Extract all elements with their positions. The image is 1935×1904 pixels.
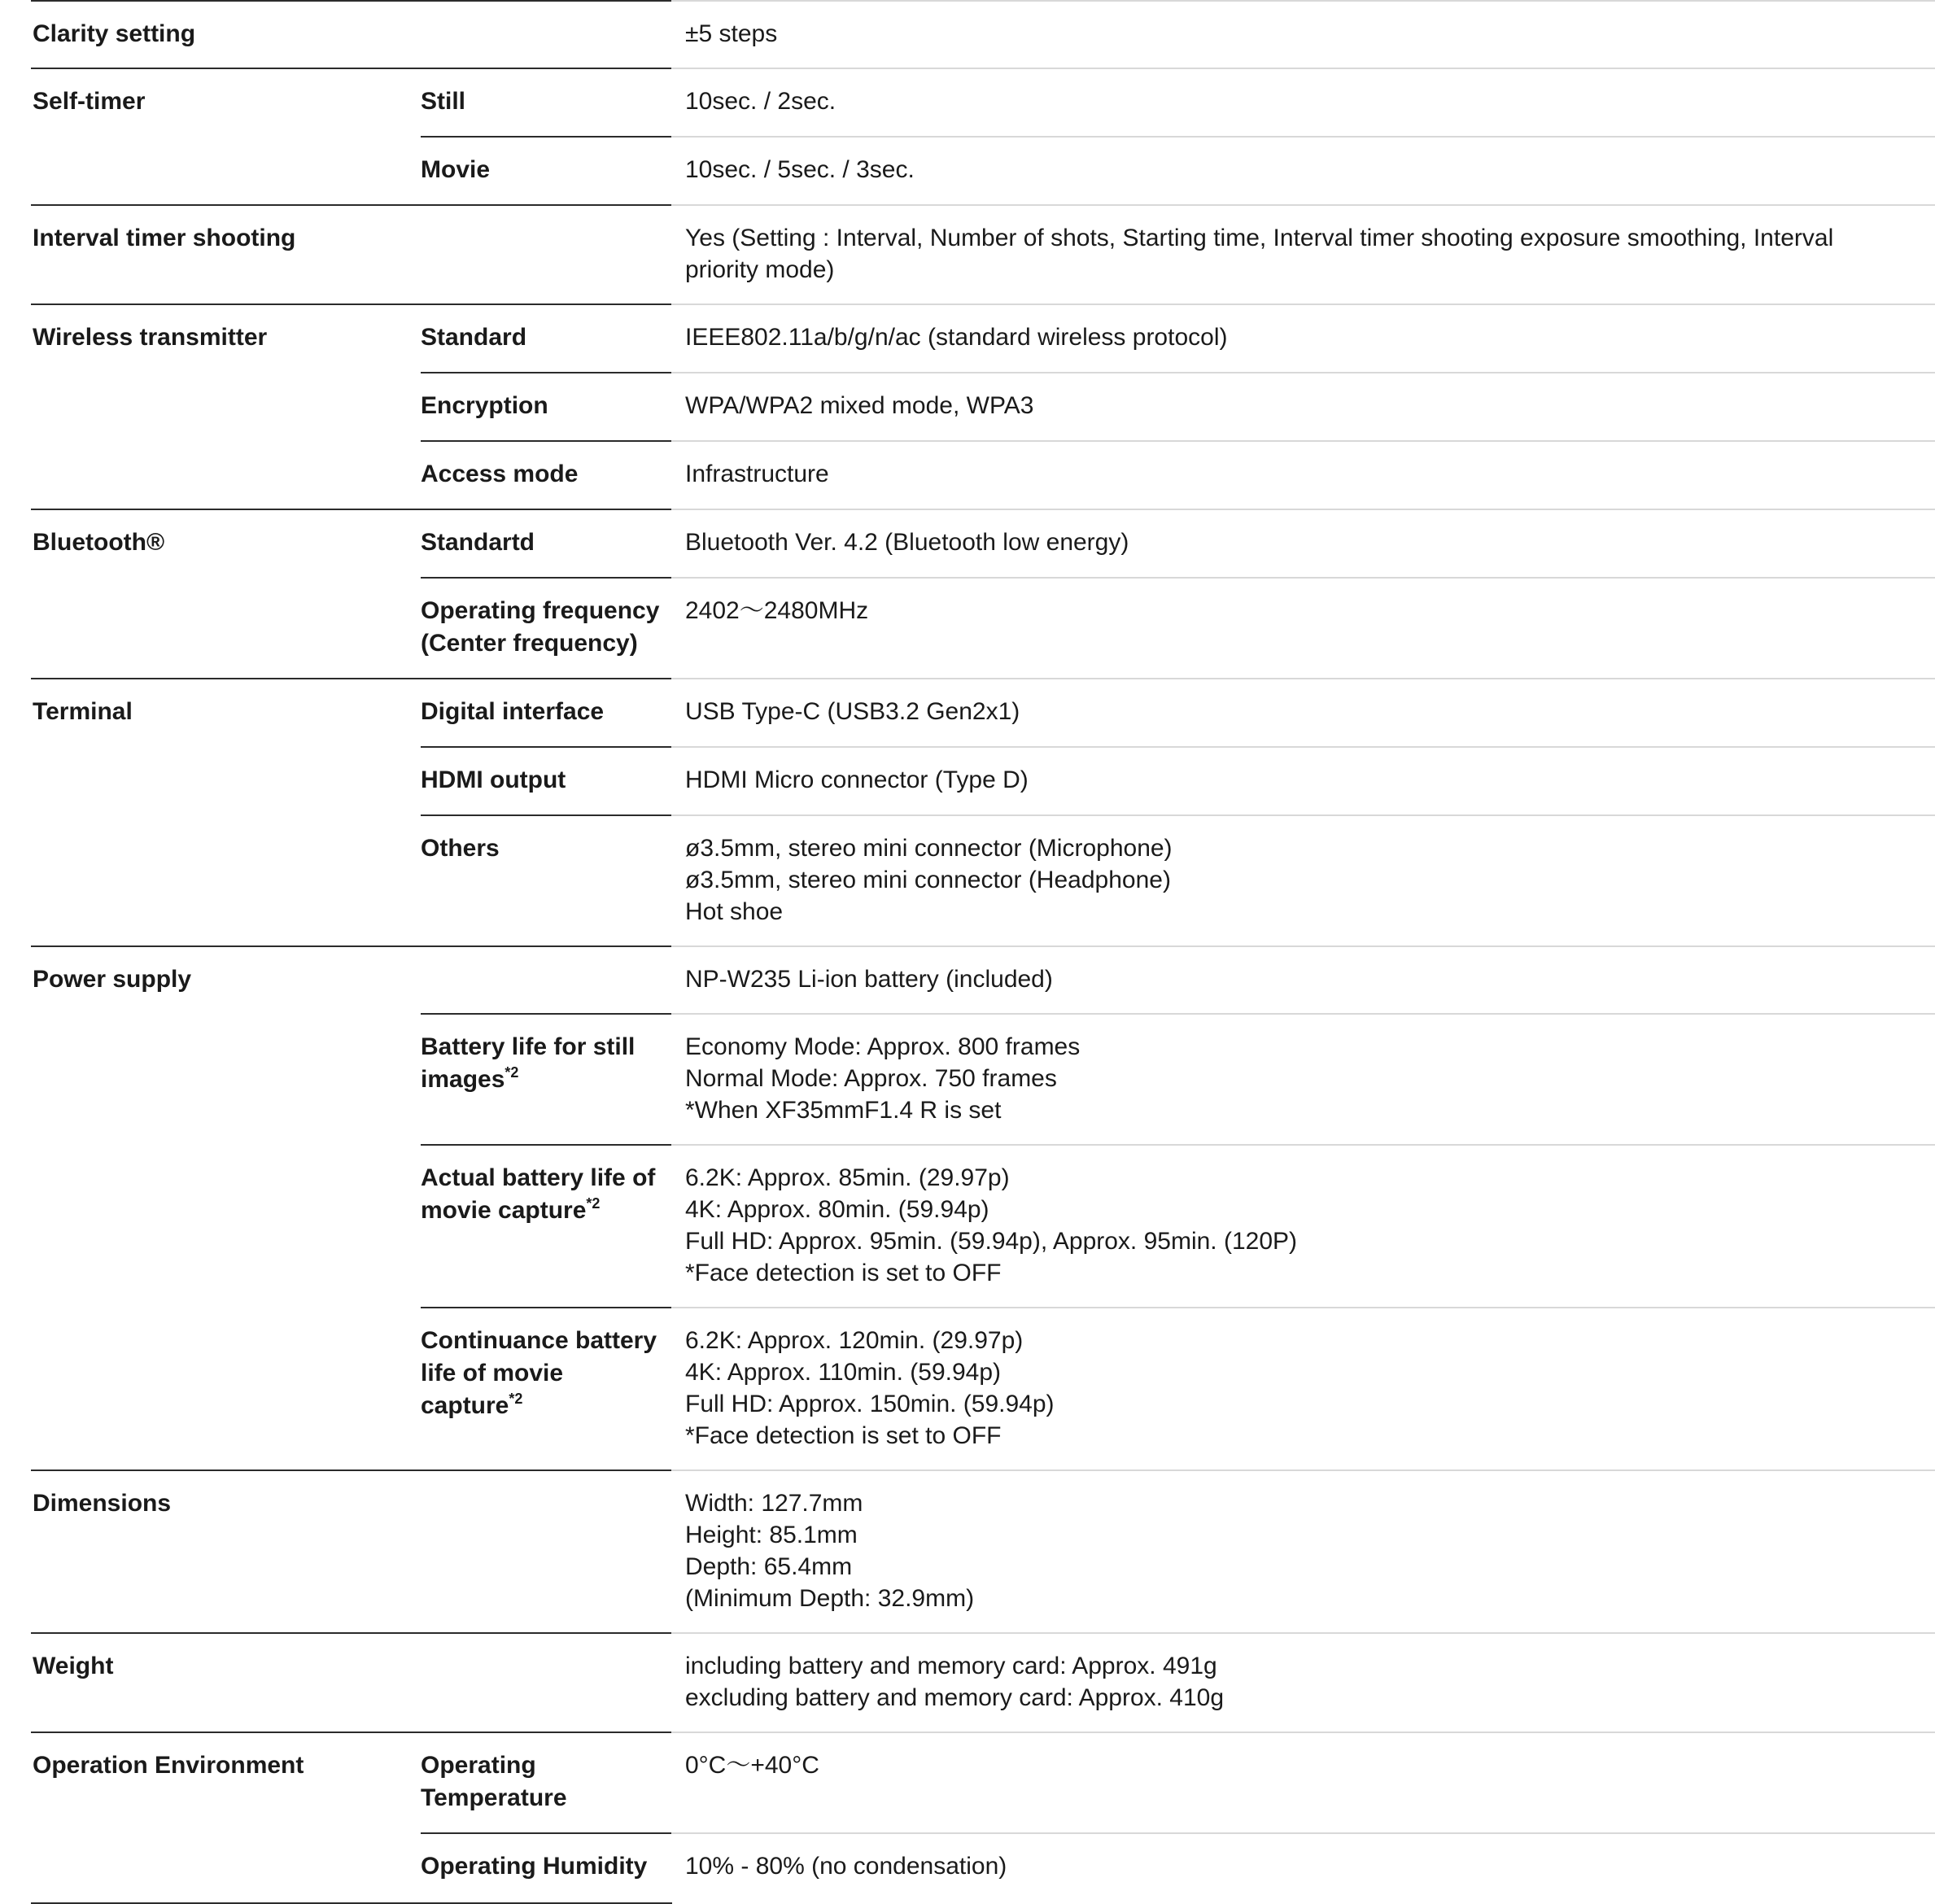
spec-value: Bluetooth Ver. 4.2 (Bluetooth low energy) — [671, 509, 1935, 577]
spec-value: 6.2K: Approx. 120min. (29.97p) 4K: Approx. 110min. (59.94p) Full HD: Approx. 150min. (59.94p) *Face detection is set to OFF — [671, 1307, 1935, 1469]
spec-sub-label — [388, 746, 671, 814]
spec-group — [0, 509, 1935, 678]
spec-sub-label-text: Operating frequency (Center frequency) — [421, 597, 660, 657]
spec-sub-label-text: HDMI output — [421, 766, 566, 793]
spec-sub-label — [388, 1013, 671, 1144]
spec-group — [0, 0, 1935, 68]
spec-sub-label — [388, 1144, 671, 1307]
spec-sub-label — [388, 1732, 671, 1832]
spec-sub-label-text: Operating Humidity — [421, 1853, 648, 1880]
spec-category: Weight — [33, 1653, 114, 1679]
spec-group — [0, 68, 1935, 204]
spec-sub-label — [388, 1832, 671, 1901]
spec-sub-label — [388, 68, 671, 136]
spec-category: Self-timer — [33, 88, 146, 115]
spec-value: 2402〜2480MHz — [671, 577, 1935, 678]
spec-sub-label-text: Movie — [421, 156, 491, 183]
spec-sub-label — [388, 509, 671, 577]
spec-sub-label-text: Standartd — [421, 529, 535, 556]
spec-category: Interval timer shooting — [33, 225, 296, 251]
spec-value: Yes (Setting : Interval, Number of shots, Starting time, Interval timer shooting exposure smoothing, Interval priority mode) — [671, 204, 1935, 304]
spec-sub-label-text: Actual battery life of movie capture — [421, 1164, 656, 1224]
spec-category: Terminal — [33, 698, 133, 725]
spec-sub-label-text: Access mode — [421, 461, 579, 487]
spec-sub-label — [388, 1632, 671, 1732]
spec-value: 10sec. / 5sec. / 3sec. — [671, 136, 1935, 204]
spec-value: Width: 127.7mm Height: 85.1mm Depth: 65.4mm (Minimum Depth: 32.9mm) — [671, 1469, 1935, 1632]
spec-sub-label — [388, 678, 671, 746]
spec-value: 10% - 80% (no condensation) — [671, 1832, 1935, 1901]
spec-group — [0, 1632, 1935, 1732]
spec-sub-label-text: Battery life for still images — [421, 1033, 636, 1093]
spec-sub-label — [388, 814, 671, 945]
spec-sub-label-text: Continuance battery life of movie capture — [421, 1327, 657, 1419]
spec-value: including battery and memory card: Approx. 491g excluding battery and memory card: Approx. 410g — [671, 1632, 1935, 1732]
spec-group — [0, 204, 1935, 304]
spec-category: Power supply — [33, 966, 192, 993]
spec-value: 0°C〜+40°C — [671, 1732, 1935, 1832]
spec-sub-label — [388, 1469, 671, 1632]
spec-value: NP-W235 Li-ion battery (included) — [671, 945, 1935, 1013]
spec-sub-label — [388, 204, 671, 304]
spec-group — [0, 1732, 1935, 1901]
spec-value: Economy Mode: Approx. 800 frames Normal Mode: Approx. 750 frames *When XF35mmF1.4 R is set — [671, 1013, 1935, 1144]
spec-category: Bluetooth® — [33, 529, 165, 556]
spec-sub-label-text: Standard — [421, 324, 527, 351]
spec-value: WPA/WPA2 mixed mode, WPA3 — [671, 372, 1935, 440]
spec-value: Infrastructure — [671, 440, 1935, 509]
spec-group — [0, 304, 1935, 509]
spec-group — [0, 945, 1935, 1469]
spec-sub-label — [388, 577, 671, 678]
spec-category: Dimensions — [33, 1490, 172, 1517]
footnote-marker: *2 — [586, 1195, 601, 1212]
spec-value: ø3.5mm, stereo mini connector (Microphone) ø3.5mm, stereo mini connector (Headphone) Hot shoe — [671, 814, 1935, 945]
spec-value: USB Type-C (USB3.2 Gen2x1) — [671, 678, 1935, 746]
spec-value: 10sec. / 2sec. — [671, 68, 1935, 136]
spec-sub-label — [388, 304, 671, 372]
spec-sub-label — [388, 1307, 671, 1469]
spec-sub-label — [388, 440, 671, 509]
spec-sub-label-text: Still — [421, 88, 466, 115]
spec-sub-label — [388, 136, 671, 204]
footnote-marker: *2 — [504, 1064, 519, 1081]
spec-sub-label-text: Digital interface — [421, 698, 605, 725]
spec-group — [0, 1469, 1935, 1632]
spec-group — [0, 678, 1935, 945]
spec-sub-label-text: Others — [421, 835, 500, 862]
spec-category: Clarity setting — [33, 20, 196, 47]
spec-value: IEEE802.11a/b/g/n/ac (standard wireless protocol) — [671, 304, 1935, 372]
spec-category: Wireless transmitter — [33, 324, 268, 351]
spec-sub-label — [388, 372, 671, 440]
spec-value: 6.2K: Approx. 85min. (29.97p) 4K: Approx. 80min. (59.94p) Full HD: Approx. 95min. (59.94p), Approx. 95min. (120P) *Face detection is set to OFF — [671, 1144, 1935, 1307]
spec-sub-label — [388, 0, 671, 68]
spec-sub-label-text: Encryption — [421, 392, 548, 419]
spec-category: Operation Environment — [33, 1752, 304, 1779]
spec-sub-label — [388, 945, 671, 1013]
spec-value: HDMI Micro connector (Type D) — [671, 746, 1935, 814]
footnote-marker: *2 — [509, 1391, 523, 1407]
spec-value: ±5 steps — [671, 0, 1935, 68]
spec-sub-label-text: Operating Temperature — [421, 1752, 567, 1811]
